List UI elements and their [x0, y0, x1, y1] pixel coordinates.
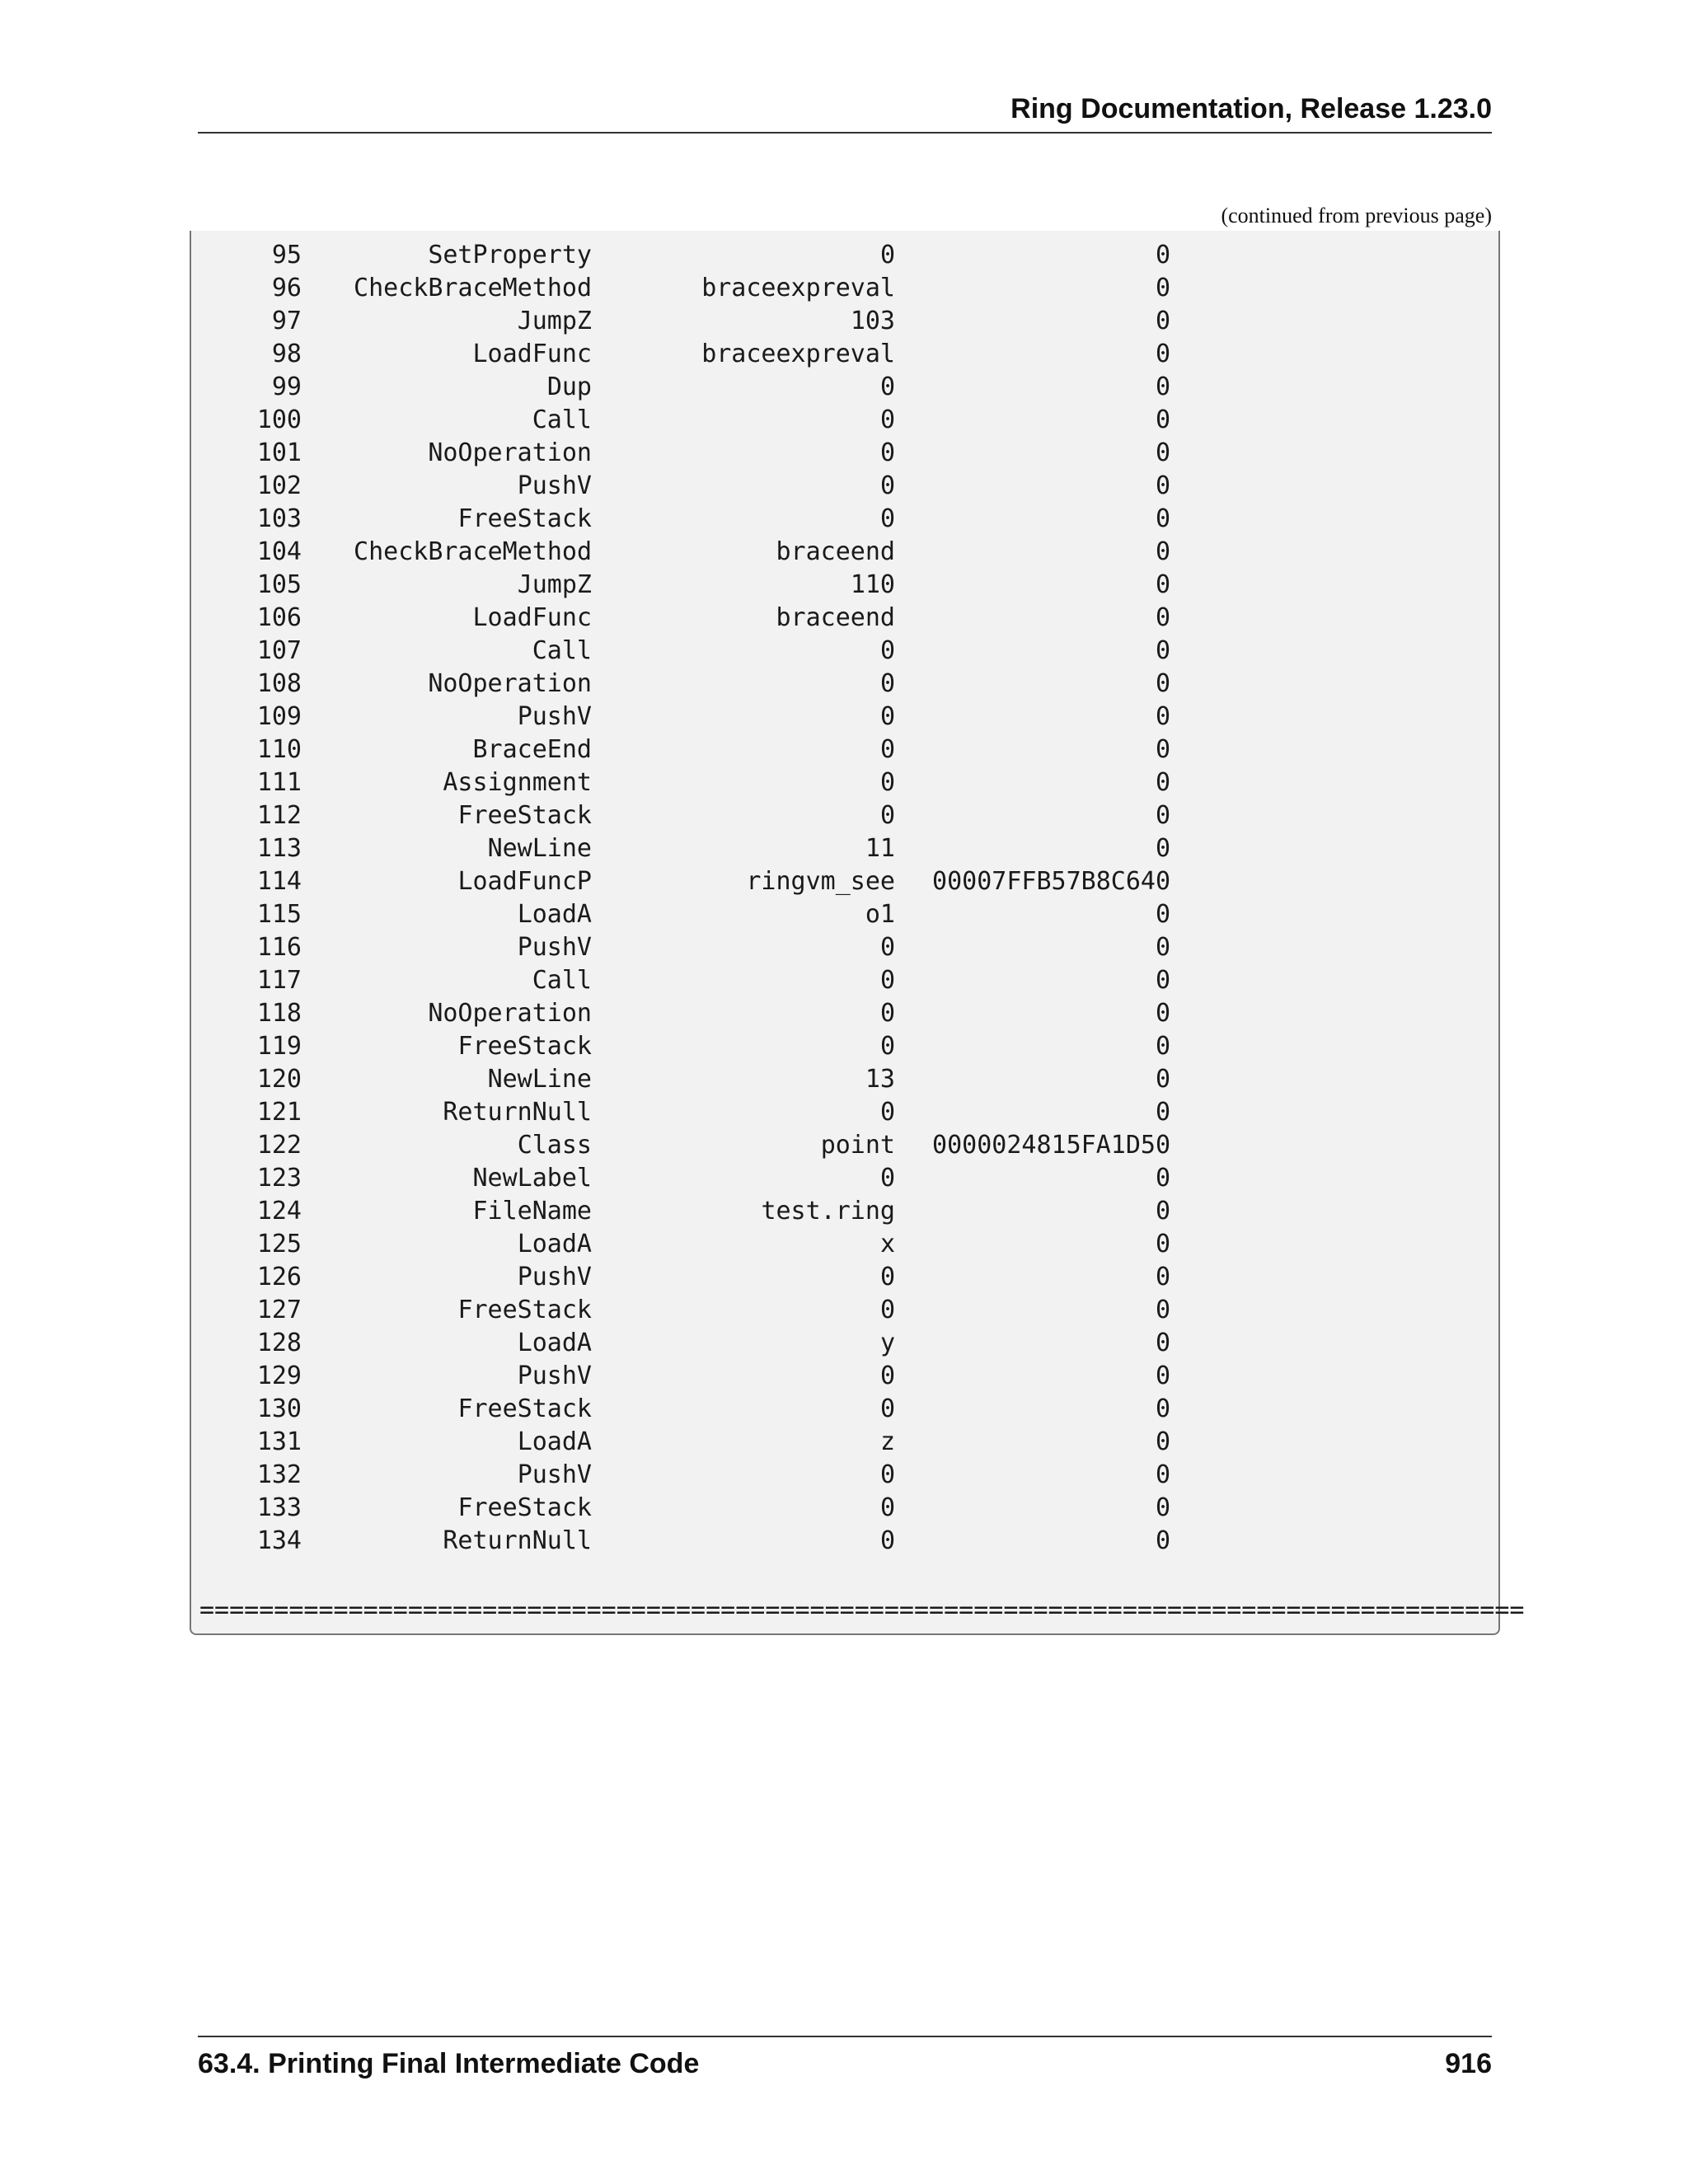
register-value: 0 — [879, 1164, 895, 1193]
code-row — [191, 1525, 1170, 1558]
register-value: 0 — [879, 405, 895, 434]
code-row — [191, 865, 1170, 898]
pointer-value: 0 — [1155, 504, 1170, 533]
opcode: NewLine — [487, 834, 592, 863]
code-row — [191, 470, 1170, 503]
register-value: 0 — [879, 438, 895, 467]
instruction-number: 119 — [256, 1032, 302, 1061]
register-value: 0 — [879, 669, 895, 698]
instruction-number: 121 — [256, 1098, 302, 1127]
code-row — [191, 1129, 1170, 1162]
opcode: LoadA — [517, 1230, 592, 1258]
opcode: JumpZ — [517, 570, 592, 599]
instruction-number: 122 — [256, 1131, 302, 1160]
register-value: 0 — [879, 1032, 895, 1061]
code-row — [191, 305, 1170, 338]
register-value: 0 — [879, 471, 895, 500]
register-value: braceexpreval — [701, 340, 895, 368]
opcode: PushV — [517, 1460, 592, 1489]
instruction-number: 129 — [256, 1361, 302, 1390]
opcode: FreeStack — [457, 504, 592, 533]
instruction-number: 97 — [271, 307, 302, 335]
instruction-number: 110 — [256, 735, 302, 764]
pointer-value: 0 — [1155, 438, 1170, 467]
opcode: LoadA — [517, 1427, 592, 1456]
instruction-number: 127 — [256, 1296, 302, 1324]
pointer-value: 0 — [1155, 1065, 1170, 1094]
code-row — [191, 1393, 1170, 1426]
register-value: 0 — [879, 241, 895, 269]
instruction-number: 114 — [256, 867, 302, 896]
code-row — [191, 997, 1170, 1030]
code-row — [191, 569, 1170, 602]
pointer-value: 0 — [1155, 307, 1170, 335]
instruction-number: 101 — [256, 438, 302, 467]
pointer-value: 0 — [1155, 1230, 1170, 1258]
code-table-body — [191, 239, 1170, 1558]
register-value: o1 — [865, 900, 895, 929]
opcode: Call — [532, 636, 592, 665]
code-row — [191, 1162, 1170, 1195]
pointer-value: 0 — [1155, 570, 1170, 599]
opcode: Class — [517, 1131, 592, 1160]
instruction-number: 134 — [256, 1526, 302, 1555]
instruction-number: 112 — [256, 801, 302, 830]
register-value: braceexpreval — [701, 274, 895, 302]
code-row — [191, 536, 1170, 569]
pointer-value: 0 — [1155, 241, 1170, 269]
code-row — [191, 1063, 1170, 1096]
code-row — [191, 1030, 1170, 1063]
instruction-number: 124 — [256, 1197, 302, 1226]
instruction-number: 132 — [256, 1460, 302, 1489]
register-value: 11 — [865, 834, 895, 863]
register-value: 0 — [879, 636, 895, 665]
section-title: 63.4. Printing Final Intermediate Code — [198, 2048, 700, 2079]
register-value: 0 — [879, 1394, 895, 1423]
opcode: Call — [532, 966, 592, 995]
opcode: FreeStack — [457, 1296, 592, 1324]
instruction-number: 104 — [256, 537, 302, 566]
register-value: 0 — [879, 504, 895, 533]
opcode: PushV — [517, 1361, 592, 1390]
code-row — [191, 1195, 1170, 1228]
code-row — [191, 1261, 1170, 1294]
opcode: NoOperation — [428, 669, 592, 698]
register-value: 0 — [879, 801, 895, 830]
register-value: x — [879, 1230, 895, 1258]
opcode: FreeStack — [457, 1493, 592, 1522]
code-row — [191, 1294, 1170, 1327]
pointer-value: 0 — [1155, 1329, 1170, 1357]
instruction-number: 105 — [256, 570, 302, 599]
instruction-number: 102 — [256, 471, 302, 500]
pointer-value: 0 — [1155, 966, 1170, 995]
pointer-value: 0 — [1155, 636, 1170, 665]
instruction-number: 103 — [256, 504, 302, 533]
continued-note: (continued from previous page) — [1221, 204, 1492, 227]
code-row — [191, 1327, 1170, 1360]
code-row — [191, 635, 1170, 668]
code-row — [191, 701, 1170, 733]
code-row — [191, 668, 1170, 701]
pointer-value: 0 — [1155, 834, 1170, 863]
register-value: ringvm_see — [746, 867, 895, 896]
opcode: FreeStack — [457, 1032, 592, 1061]
register-value: 0 — [879, 1296, 895, 1324]
opcode: LoadA — [517, 900, 592, 929]
pointer-value: 0000024815FA1D50 — [932, 1131, 1170, 1160]
pointer-value: 0 — [1155, 1427, 1170, 1456]
opcode: PushV — [517, 471, 592, 500]
code-row — [191, 1228, 1170, 1261]
pointer-value: 0 — [1155, 340, 1170, 368]
pointer-value: 0 — [1155, 603, 1170, 632]
opcode: ReturnNull — [443, 1526, 592, 1555]
pointer-value: 0 — [1155, 1197, 1170, 1226]
opcode: Assignment — [443, 768, 592, 797]
instruction-number: 100 — [256, 405, 302, 434]
pointer-value: 0 — [1155, 373, 1170, 401]
opcode: NewLabel — [472, 1164, 592, 1193]
code-row — [191, 404, 1170, 437]
instruction-number: 133 — [256, 1493, 302, 1522]
code-block — [190, 231, 1525, 1635]
instruction-number: 126 — [256, 1263, 302, 1291]
register-value: 103 — [850, 307, 895, 335]
register-value: point — [820, 1131, 895, 1160]
opcode: CheckBraceMethod — [354, 537, 592, 566]
instruction-number: 113 — [256, 834, 302, 863]
opcode: FileName — [472, 1197, 592, 1226]
opcode: LoadFunc — [472, 603, 592, 632]
register-value: 0 — [879, 702, 895, 731]
register-value: 13 — [865, 1065, 895, 1094]
intermediate-code-table — [191, 239, 1170, 1558]
opcode: PushV — [517, 933, 592, 962]
instruction-number: 125 — [256, 1230, 302, 1258]
pointer-value: 0 — [1155, 702, 1170, 731]
pointer-value: 0 — [1155, 1098, 1170, 1127]
page-footer — [198, 2036, 1492, 2087]
instruction-number: 120 — [256, 1065, 302, 1094]
register-value: 0 — [879, 1361, 895, 1390]
opcode: Dup — [546, 373, 592, 401]
instruction-number: 115 — [256, 900, 302, 929]
register-value: braceend — [776, 603, 895, 632]
pointer-value: 0 — [1155, 537, 1170, 566]
register-value: 0 — [879, 1263, 895, 1291]
register-value: 0 — [879, 768, 895, 797]
instruction-number: 116 — [256, 933, 302, 962]
pointer-value: 0 — [1155, 933, 1170, 962]
code-row — [191, 338, 1170, 371]
opcode: NewLine — [487, 1065, 592, 1094]
opcode: Call — [532, 405, 592, 434]
instruction-number: 96 — [271, 274, 302, 302]
pointer-value: 00007FFB57B8C640 — [932, 867, 1170, 896]
instruction-number: 118 — [256, 999, 302, 1028]
code-row — [191, 832, 1170, 865]
pointer-value: 0 — [1155, 405, 1170, 434]
code-row — [191, 239, 1170, 272]
pointer-value: 0 — [1155, 1493, 1170, 1522]
pointer-value: 0 — [1155, 471, 1170, 500]
pointer-value: 0 — [1155, 801, 1170, 830]
pointer-value: 0 — [1155, 1164, 1170, 1193]
document-title: Ring Documentation, Release 1.23.0 — [1010, 93, 1492, 124]
register-value: 0 — [879, 735, 895, 764]
instruction-number: 131 — [256, 1427, 302, 1456]
register-value: braceend — [776, 537, 895, 566]
opcode: LoadA — [517, 1329, 592, 1357]
opcode: NoOperation — [428, 438, 592, 467]
page-number: 916 — [1445, 2048, 1492, 2079]
instruction-number: 123 — [256, 1164, 302, 1193]
code-row — [191, 1459, 1170, 1492]
register-value: 0 — [879, 1493, 895, 1522]
code-row — [191, 964, 1170, 997]
pointer-value: 0 — [1155, 1263, 1170, 1291]
opcode: FreeStack — [457, 801, 592, 830]
instruction-number: 107 — [256, 636, 302, 665]
separator-line: ========================================================================================= — [199, 1596, 1525, 1624]
register-value: 0 — [879, 1098, 895, 1127]
code-row — [191, 898, 1170, 931]
pointer-value: 0 — [1155, 735, 1170, 764]
opcode: PushV — [517, 702, 592, 731]
pointer-value: 0 — [1155, 1394, 1170, 1423]
instruction-number: 128 — [256, 1329, 302, 1357]
register-value: 0 — [879, 933, 895, 962]
instruction-number: 98 — [271, 340, 302, 368]
instruction-number: 130 — [256, 1394, 302, 1423]
code-row — [191, 602, 1170, 635]
opcode: SetProperty — [428, 241, 592, 269]
opcode: CheckBraceMethod — [354, 274, 592, 302]
register-value: y — [879, 1329, 895, 1357]
instruction-number: 108 — [256, 669, 302, 698]
pointer-value: 0 — [1155, 1526, 1170, 1555]
register-value: 0 — [879, 999, 895, 1028]
instruction-number: 117 — [256, 966, 302, 995]
code-row — [191, 733, 1170, 766]
register-value: 0 — [879, 373, 895, 401]
code-row — [191, 766, 1170, 799]
register-value: 110 — [850, 570, 895, 599]
pointer-value: 0 — [1155, 669, 1170, 698]
register-value: 0 — [879, 1526, 895, 1555]
pointer-value: 0 — [1155, 1296, 1170, 1324]
code-row — [191, 371, 1170, 404]
register-value: z — [879, 1427, 895, 1456]
pointer-value: 0 — [1155, 999, 1170, 1028]
code-row — [191, 1426, 1170, 1459]
opcode: FreeStack — [457, 1394, 592, 1423]
code-row — [191, 931, 1170, 964]
register-value: test.ring — [761, 1197, 895, 1226]
pointer-value: 0 — [1155, 1032, 1170, 1061]
pointer-value: 0 — [1155, 768, 1170, 797]
opcode: LoadFuncP — [457, 867, 592, 896]
opcode: NoOperation — [428, 999, 592, 1028]
code-row — [191, 272, 1170, 305]
opcode: PushV — [517, 1263, 592, 1291]
instruction-number: 95 — [271, 241, 302, 269]
opcode: ReturnNull — [443, 1098, 592, 1127]
page-header — [198, 89, 1492, 134]
code-row — [191, 503, 1170, 536]
opcode: BraceEnd — [472, 735, 592, 764]
code-row — [191, 1096, 1170, 1129]
instruction-number: 106 — [256, 603, 302, 632]
register-value: 0 — [879, 1460, 895, 1489]
code-row — [191, 799, 1170, 832]
code-row — [191, 1360, 1170, 1393]
opcode: JumpZ — [517, 307, 592, 335]
register-value: 0 — [879, 966, 895, 995]
instruction-number: 99 — [271, 373, 302, 401]
code-row — [191, 437, 1170, 470]
pointer-value: 0 — [1155, 1361, 1170, 1390]
pointer-value: 0 — [1155, 1460, 1170, 1489]
instruction-number: 109 — [256, 702, 302, 731]
opcode: LoadFunc — [472, 340, 592, 368]
code-row — [191, 1492, 1170, 1525]
instruction-number: 111 — [256, 768, 302, 797]
pointer-value: 0 — [1155, 900, 1170, 929]
pointer-value: 0 — [1155, 274, 1170, 302]
